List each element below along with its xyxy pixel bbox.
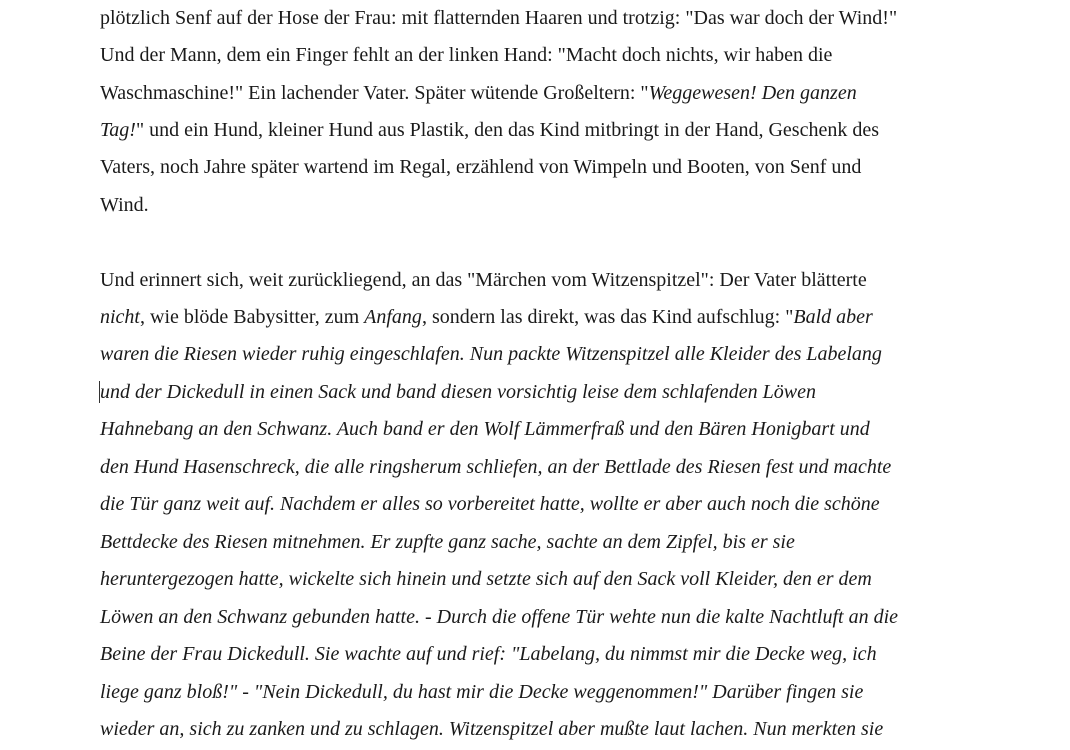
- italic-text-run: die Tür ganz weit auf. Nachdem er alles so vorbereitet hatte, wollte er aber auch noch die schöne: [100, 493, 880, 515]
- text-run: Vaters, noch Jahre später wartend im Regal, erzählend von Wimpeln und Booten, von Senf und: [100, 156, 862, 178]
- italic-text-run: Beine der Frau Dickedull. Sie wachte auf und rief: "Labelang, du nimmst mir die Decke weg, ich: [100, 643, 877, 665]
- text-line: [100, 489, 880, 519]
- text-line: [100, 115, 879, 145]
- text-run: Waschmaschine!" Ein lachender Vater. Später wütende Großeltern: ": [100, 82, 649, 104]
- text-line: [100, 265, 867, 295]
- italic-text-run: und der Dickedull in einen Sack und band diesen vorsichtig leise dem schlafenden Löwen: [100, 381, 816, 403]
- text-line: [100, 339, 882, 369]
- text-line: [100, 152, 861, 182]
- text-line: [100, 602, 898, 632]
- text-line: [100, 452, 891, 482]
- italic-text-run: Weggewesen! Den ganzen: [648, 82, 857, 104]
- italic-text-run: nicht: [100, 306, 140, 328]
- italic-text-run: waren die Riesen wieder ruhig eingeschlafen. Nun packte Witzenspitzel alle Kleider des Labelang: [100, 343, 882, 365]
- text-line: [100, 714, 883, 744]
- italic-text-run: den Hund Hasenschreck, die alle ringsherum schliefen, an der Bettlade des Riesen fest und machte: [100, 456, 892, 478]
- text-run: Und erinnert sich, weit zurückliegend, an das "Märchen vom Witzenspitzel": Der Vater blätterte: [100, 269, 867, 291]
- text-line: [100, 377, 816, 407]
- text-line: [100, 40, 832, 70]
- text-line: [100, 414, 870, 444]
- italic-text-run: Hahnebang an den Schwanz. Auch band er den Wolf Lämmerfraß und den Bären Honigbart und: [100, 418, 870, 440]
- italic-text-run: liege ganz bloß!" - "Nein Dickedull, du hast mir die Decke weggenommen!" Darüber fingen sie: [100, 681, 864, 703]
- text-run: " und ein Hund, kleiner Hund aus Plastik, den das Kind mitbringt in der Hand, Geschenk des: [135, 119, 879, 141]
- italic-text-run: Bettdecke des Riesen mitnehmen. Er zupfte ganz sache, sachte an dem Zipfel, bis er sie: [100, 531, 795, 553]
- text-cursor: [99, 381, 100, 403]
- italic-text-run: Löwen an den Schwanz gebunden hatte. - Durch die offene Tür wehte nun die kalte Nachtluft an die: [100, 606, 899, 628]
- text-run: , sondern las direkt, was das Kind aufschlug: ": [421, 306, 794, 328]
- italic-text-run: heruntergezogen hatte, wickelte sich hinein und setzte sich auf den Sack voll Kleider, den er dem: [100, 568, 872, 590]
- text-run: Wind.: [100, 194, 149, 216]
- italic-text-run: Anfang: [364, 306, 422, 328]
- italic-text-run: wieder an, sich zu zanken und zu schlagen. Witzenspitzel aber mußte laut lachen. Nun merkten sie: [100, 718, 884, 740]
- text-line: [100, 527, 795, 557]
- text-run: Und der Mann, dem ein Finger fehlt an der linken Hand: "Macht doch nichts, wir haben die: [100, 44, 833, 66]
- text-line: [100, 564, 872, 594]
- text-line: [100, 677, 863, 707]
- text-line: [100, 3, 897, 33]
- italic-text-run: Bald aber: [793, 306, 873, 328]
- text-line: [100, 639, 877, 669]
- text-line: [100, 302, 873, 332]
- italic-text-run: Tag!: [100, 119, 136, 141]
- text-run: plötzlich Senf auf der Hose der Frau: mit flatternden Haaren und trotzig: "Das war doch der Wind!": [100, 7, 898, 29]
- text-run: , wie blöde Babysitter, zum: [140, 306, 365, 328]
- text-line: [100, 190, 149, 220]
- text-line: [100, 78, 857, 108]
